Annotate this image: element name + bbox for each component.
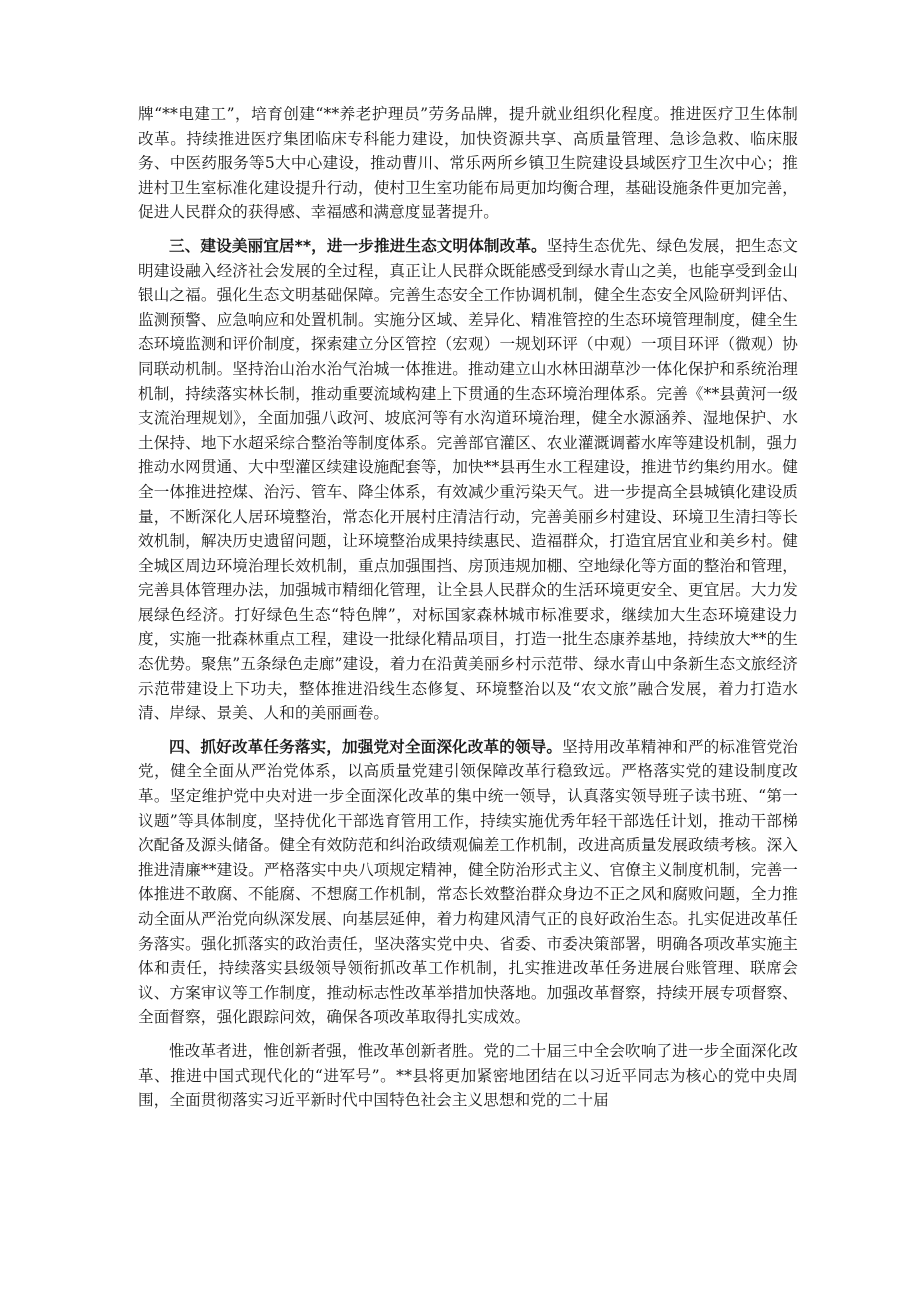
- section-heading-4: 四、抓好改革任务落实，加强党对全面深化改革的领导。: [169, 737, 563, 756]
- paragraph-ecological-reform: [138, 234, 798, 726]
- paragraph-conclusion: [138, 1039, 798, 1113]
- paragraph-party-leadership: [138, 735, 798, 1030]
- paragraph-body: 牌“**电建工”，培育创建“**养老护理员”劳务品牌，提升就业组织化程度。推进医疗卫生体制改革。持续推进医疗集团临床专科能力建设，加快资源共享、高质量管理、急诊急救、临床服务、中医药服务等5大中心建设，推动曹川、常乐两所乡镇卫生院建设县域医疗卫生次中心；推进村卫生室标准化建设提升行动，使村卫生室功能布局更加均衡合理，基础设施条件更加完善，促进人民群众的获得感、幸福感和满意度显著提升。: [138, 105, 798, 222]
- paragraph-healthcare-reform: [138, 102, 798, 225]
- section-heading-3: 三、建设美丽宜居**，进一步推进生态文明体制改革。: [169, 236, 547, 255]
- paragraph-body: 坚持生态优先、绿色发展，把生态文明建设融入经济社会发展的全过程，真正让人民群众既能感受到绿水青山之美，也能享受到金山银山之福。强化生态文明基础保障。完善生态安全工作协调机制，健全生态安全风险研判评估、监测预警、应急响应和处置机制。实施分区域、差异化、精准管控的生态环境管理制度，健全生态环境监测和评价制度，探索建立分区管控（宏观）一规划环评（中观）一项目环评（微观）协同联动机制。坚持治山治水治气治城一体推进。推动建立山水林田湖草沙一体化保护和系统治理机制，持续落实林长制，推动重要流域构建上下贯通的生态环境治理体系。完善《**县黄河一级支流治理规划》，全面加强八政河、坡底河等有水沟道环境治理，健全水源涵养、湿地保护、水土保持、地下水超采综合整治等制度体系。完善部官灌区、农业灌溉调蓄水库等建设机制，强力推动水网贯通、大中型灌区续建设施配套等，加快**县再生水工程建设，推进节约集约用水。健全一体推进控煤、治污、管车、降尘体系，有效减少重污染天气。进一步提高全县城镇化建设质量，不断深化人居环境整治，常态化开展村庄清洁行动，完善美丽乡村建设、环境卫生清扫等长效机制，解决历史遗留问题，让环境整治成果持续惠民、造福群众，打造宜居宜业和美乡村。健全城区周边环境治理长效机制，重点加强围挡、房顶违规加棚、空地绿化等方面的整治和管理，完善具体管理办法，加强城市精细化管理，让全县人民群众的生活环境更安全、更宜居。大力发展绿色经济。打好绿色生态“特色牌”，对标国家森林城市标准要求，继续加大生态环境建设力度，实施一批森林重点工程，建设一批绿化精品项目，打造一批生态康养基地，持续放大**的生态优势。聚焦”五条绿色走廊”建设，着力在沿黄美丽乡村示范带、绿水青山中条新生态文旅经济示范带建设上下功夫，整体推进沿线生态修复、环境整治以及“农文旅”融合发展，着力打造水清、岸绿、景美、人和的美丽画卷。: [138, 236, 798, 723]
- paragraph-body: 惟改革者进，惟创新者强，惟改革创新者胜。党的二十届三中全会吹响了进一步全面深化改革、推进中国式现代化的“进军号”。**县将更加紧密地团结在以习近平同志为核心的党中央周围，全面贯彻落实习近平新时代中国特色社会主义思想和党的二十届: [138, 1041, 798, 1110]
- paragraph-body: 坚持用改革精神和严的标准管党治党，健全全面从严治党体系，以高质量党建引领保障改革行稳致远。严格落实党的建设制度改革。坚定维护党中央对进一步全面深化改革的集中统一领导，认真落实领导班子读书班、“第一议题”等具体制度，坚持优化干部选育管用工作，持续实施优秀年轻干部选任计划，推动干部梯次配备及源头储备。健全有效防范和纠治政绩观偏差工作机制，改进高质量发展政绩考核。深入推进清廉**建设。严格落实中央八项规定精神，健全防治形式主义、官僚主义制度机制，完善一体推进不敢腐、不能腐、不想腐工作机制，常态长效整治群众身边不正之风和腐败问题，全力推动全面从严治党向纵深发展、向基层延伸，着力构建风清气正的良好政治生态。扎实促进改革任务落实。强化抓落实的政治责任，坚决落实党中央、省委、市委决策部署，明确各项改革实施主体和责任，持续落实县级领导领衔抓改革工作机制，扎实推进改革任务进展台账管理、联席会议、方案审议等工作制度，推动标志性改革举措加快落地。加强改革督察，持续开展专项督察、全面督察，强化跟踪问效，确保各项改革取得扎实成效。: [138, 737, 798, 1027]
- document-page: [138, 102, 798, 1113]
